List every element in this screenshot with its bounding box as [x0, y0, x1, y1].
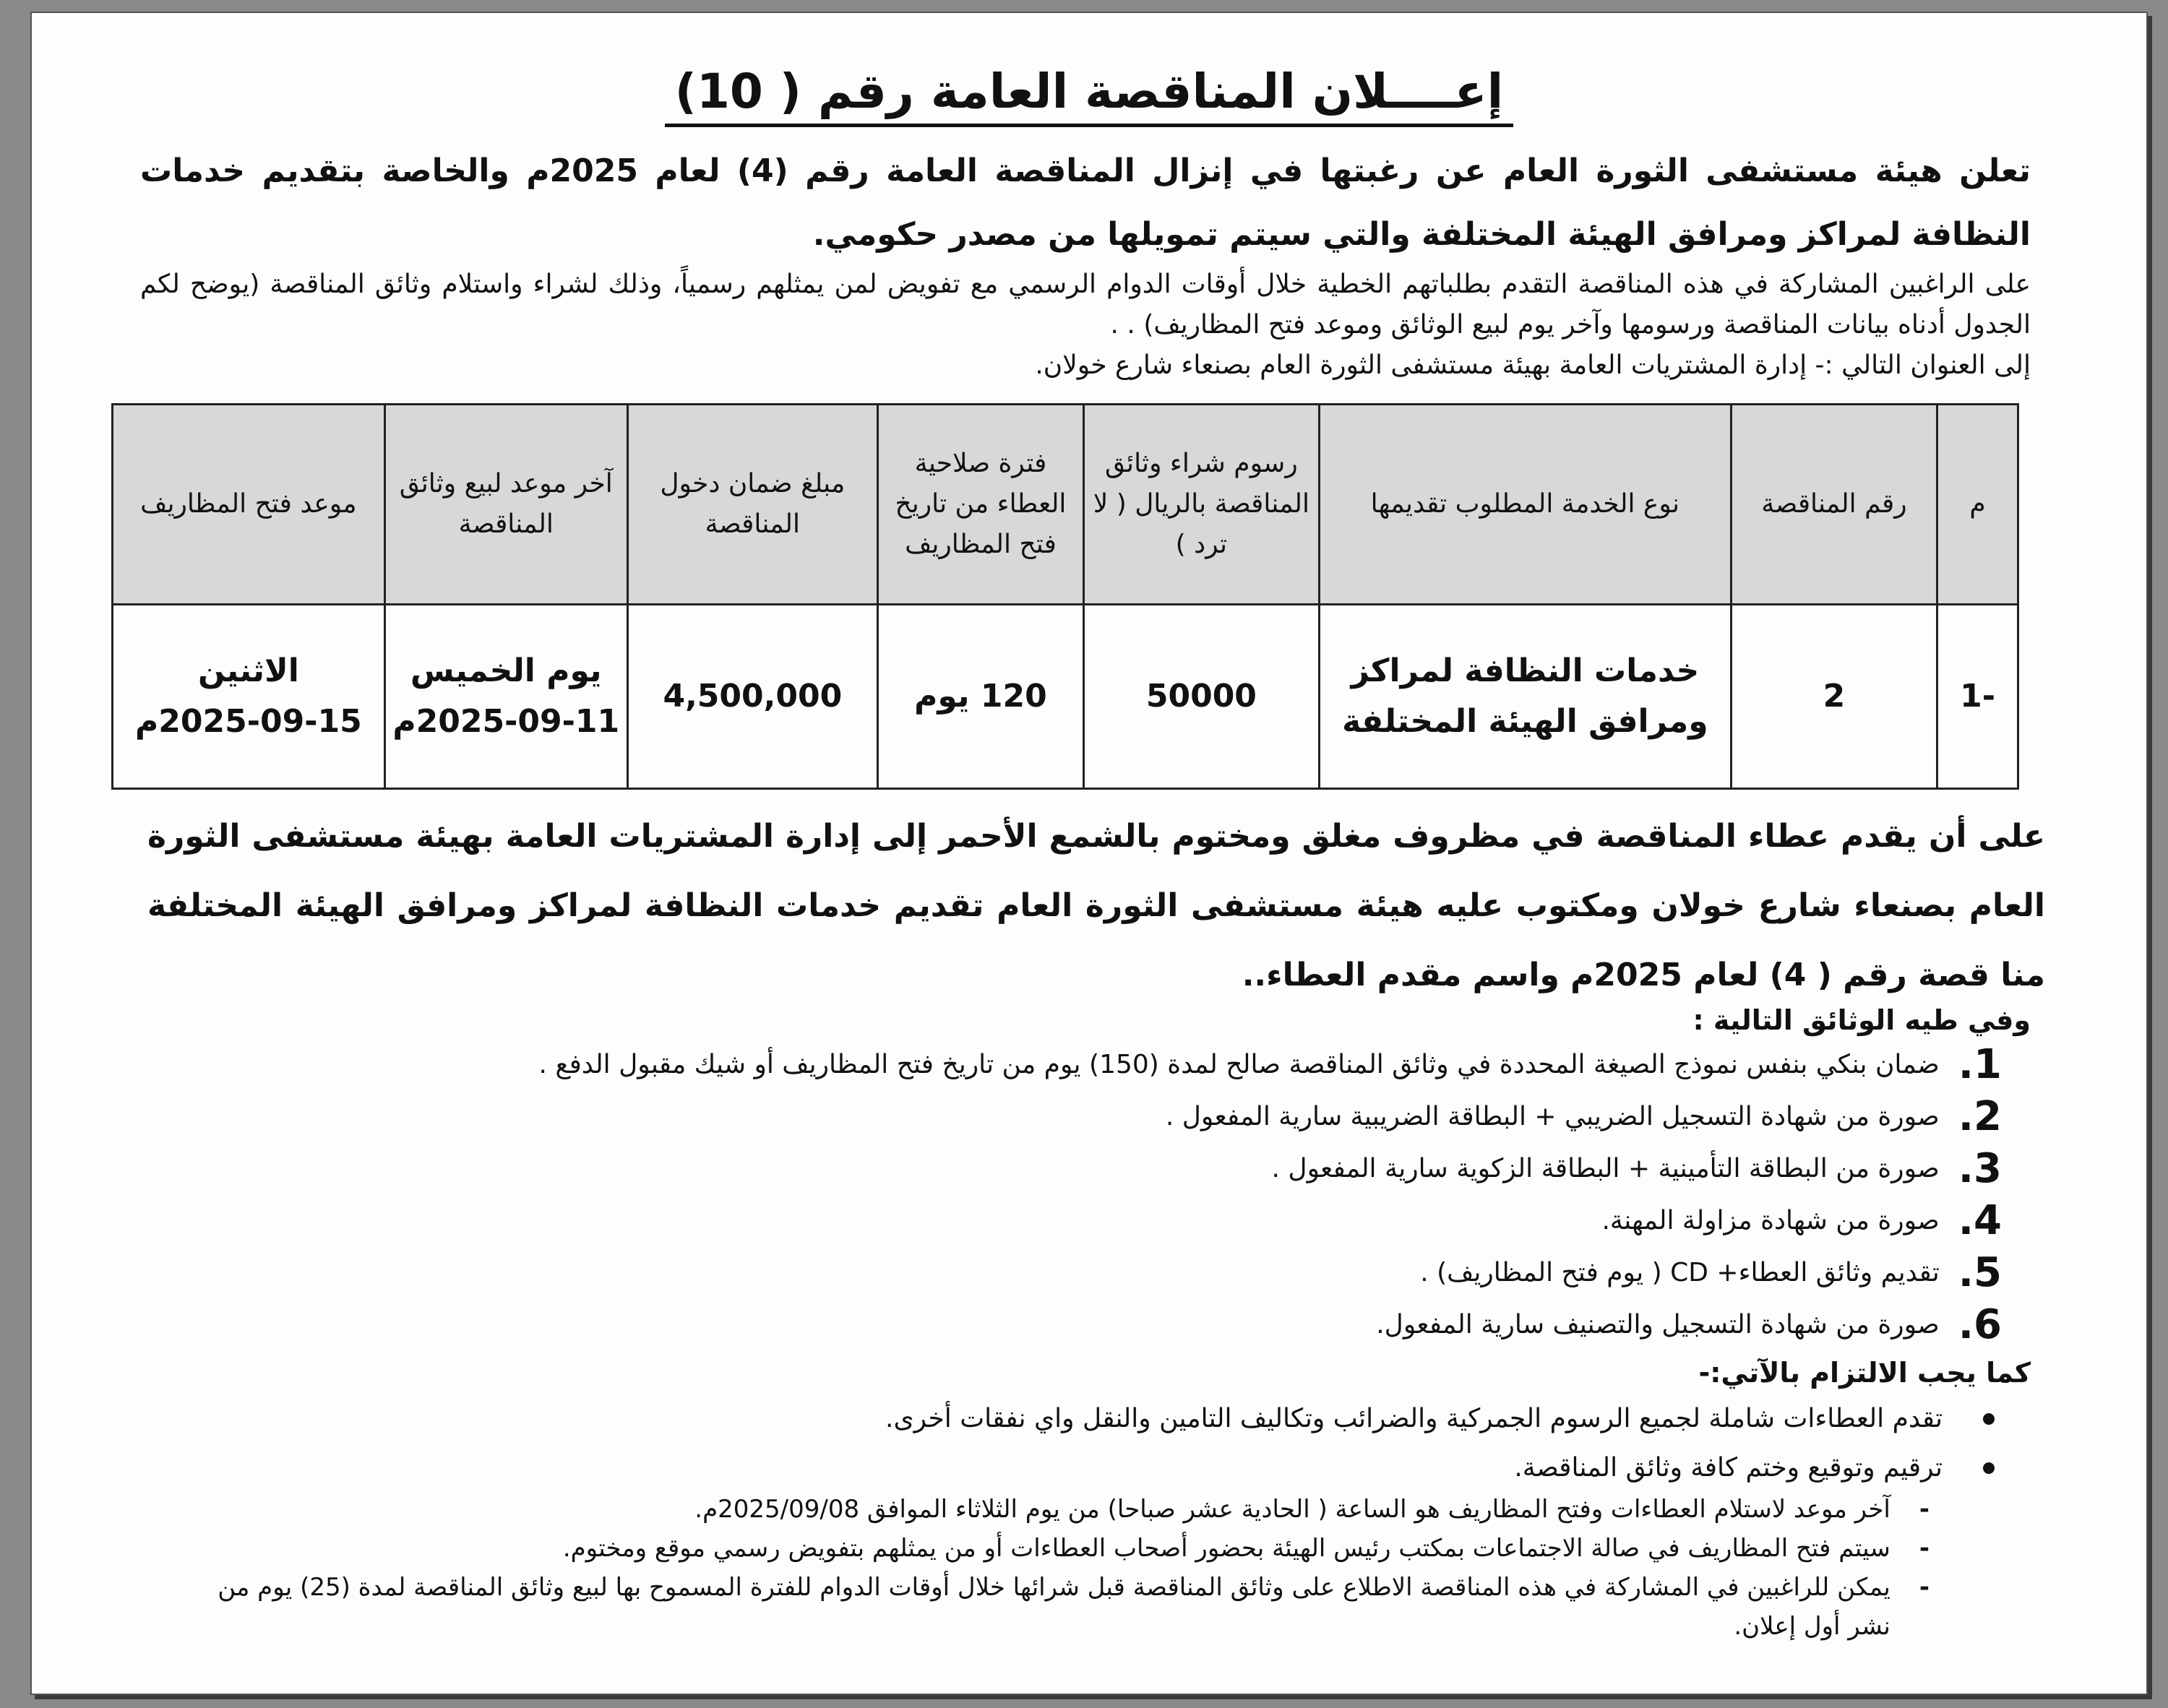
list-item: [140, 1394, 2002, 1444]
header-tender-no: رقم المناقصة: [1731, 405, 1937, 605]
list-item: [140, 1143, 2002, 1195]
table-row: [113, 605, 2018, 789]
list-item: [176, 1529, 1930, 1568]
item-number: 3.: [1958, 1145, 2002, 1192]
address-line: إلى العنوان التالي :- إدارة المشتريات العامة بهيئة مستشفى الثورة العام بصنعاء شارع خولان.: [1035, 350, 2031, 380]
cell-opening: [113, 605, 385, 789]
cell-service: خدمات النظافة لمراكز ومرافق الهيئة المختلفة: [1319, 605, 1731, 789]
instructions-paragraph: [140, 264, 2031, 386]
list-item: [140, 1039, 2002, 1091]
item-text: صورة من شهادة التسجيل الضريبي + البطاقة الضريبية سارية المفعول .: [1165, 1102, 1940, 1131]
list-item: [140, 1091, 2002, 1143]
list-item: [176, 1568, 1930, 1646]
list-item: [140, 1299, 2002, 1351]
list-item: [140, 1195, 2002, 1247]
header-fees: رسوم شراء وثائق المناقصة بالريال ( لا ترد ): [1083, 405, 1319, 605]
announcement-title: إعــــلان المناقصة العامة رقم ( 10): [32, 64, 2146, 127]
required-documents-list: [140, 1039, 2002, 1351]
announcement-page: [30, 12, 2148, 1695]
item-text: تقدم العطاءات شاملة لجميع الرسوم الجمركية والضرائب وتكاليف التامين والنقل واي نفقات أخرى.: [885, 1404, 1943, 1433]
bullet-icon: [1983, 1413, 1995, 1425]
opening-date: 2025-09-15م: [135, 703, 362, 740]
last-sale-day: يوم الخميس: [410, 652, 602, 689]
instructions-line: على الراغبين المشاركة في هذه المناقصة التقدم بطلباتهم الخطية خلال أوقات الدوام الرسمي مع تفويض لمن يمثلهم رسمياً، وذلك لشراء واستلام وثائق المناقصة (يوضح لكم الجدول أدناه بيانات المناقصة ورسومها وآخر يوم لبيع الوثائق وموعد فتح المظاريف) . .: [140, 269, 2031, 340]
item-text: ضمان بنكي بنفس نموذج الصيغة المحددة في وثائق المناقصة صالح لمدة (150) يوم من تاريخ فتح المظاريف أو شيك مقبول الدفع .: [538, 1050, 1940, 1079]
item-text: صورة من البطاقة التأمينية + البطاقة الزكوية سارية المفعول .: [1271, 1154, 1940, 1183]
item-text: صورة من شهادة مزاولة المهنة.: [1601, 1206, 1940, 1235]
item-number: 5.: [1958, 1249, 2002, 1296]
cell-tender-no: 2: [1731, 605, 1937, 789]
item-text: تقديم وثائق العطاء+ CD ( يوم فتح المظاريف) .: [1420, 1258, 1940, 1288]
item-text: صورة من شهادة التسجيل والتصنيف سارية المفعول.: [1376, 1310, 1940, 1340]
list-item: [140, 1247, 2002, 1299]
item-text: يمكن للراغبين في المشاركة في هذه المناقصة الاطلاع على وثائق المناقصة قبل شرائها خلال أوقات الدوام للفترة المسموح بها لبيع وثائق المناقصة لمدة (25) يوم من نشر أول إعلان.: [218, 1573, 1890, 1641]
item-number: 2.: [1958, 1093, 2002, 1140]
submission-conditions: على أن يقدم عطاء المناقصة في مظروف مغلق ومختوم بالشمع الأحمر إلى إدارة المشتريات العامة بهيئة مستشفى الثورة العام بصنعاء شارع خولان ومكتوب عليه هيئة مستشفى الثورة العام تقديم خدمات النظافة لمراكز ومرافق الهيئة المختلفة منا قصة رقم ( 4) لعام 2025م واسم مقدم العطاء..: [147, 818, 2045, 993]
item-number: 1.: [1958, 1041, 2002, 1088]
cell-index: -1: [1937, 605, 2018, 789]
header-index: م: [1937, 405, 2018, 605]
last-sale-date: 2025-09-11م: [392, 703, 620, 740]
item-text: سيتم فتح المظاريف في صالة الاجتماعات بمكتب رئيس الهيئة بحضور أصحاب العطاءات أو من يمثلهم بتفويض رسمي موقع ومختوم.: [562, 1534, 1890, 1563]
tender-table: [111, 403, 2019, 790]
commitments-list: [140, 1394, 2002, 1493]
item-text: ترقيم وتوقيع وختم كافة وثائق المناقصة.: [1514, 1453, 1943, 1483]
header-opening: موعد فتح المظاريف: [113, 405, 385, 605]
table-header-row: [113, 405, 2018, 605]
opening-day: الاثنين: [197, 652, 299, 689]
header-guarantee: مبلغ ضمان دخول المناقصة: [627, 405, 877, 605]
intro-paragraph: تعلن هيئة مستشفى الثورة العام عن رغبتها في إنزال المناقصة العامة رقم (4) لعام 2025م والخاصة بتقديم خدمات النظافة لمراكز ومرافق الهيئة المختلفة والتي سيتم تمويلها من مصدر حكومي.: [140, 152, 2031, 253]
header-last-sale: آخر موعد لبيع وثائق المناقصة: [384, 405, 627, 605]
dash-icon: -: [1919, 1573, 1930, 1602]
notes-list: [176, 1490, 1930, 1646]
cell-fees: 50000: [1083, 605, 1319, 789]
list-item: [176, 1490, 1930, 1529]
header-validity: فترة صلاحية العطاء من تاريخ فتح المظاريف: [877, 405, 1083, 605]
dash-icon: -: [1919, 1495, 1930, 1524]
cell-guarantee: 4,500,000: [627, 605, 877, 789]
cell-last-sale: [384, 605, 627, 789]
commitments-intro: كما يجب الالتزام بالآتي:-: [1698, 1357, 2031, 1389]
documents-intro: وفي طيه الوثائق التالية :: [1692, 1004, 2031, 1036]
bullet-icon: [1983, 1462, 1995, 1474]
item-number: 6.: [1958, 1301, 2002, 1348]
item-text: آخر موعد لاستلام العطاءات وفتح المظاريف هو الساعة ( الحادية عشر صباحا) من يوم الثلاثاء الموافق 2025/09/08م.: [694, 1495, 1890, 1524]
cell-validity: 120 يوم: [877, 605, 1083, 789]
header-service: نوع الخدمة المطلوب تقديمها: [1319, 405, 1731, 605]
dash-icon: -: [1919, 1534, 1930, 1563]
list-item: [140, 1444, 2002, 1493]
item-number: 4.: [1958, 1197, 2002, 1244]
